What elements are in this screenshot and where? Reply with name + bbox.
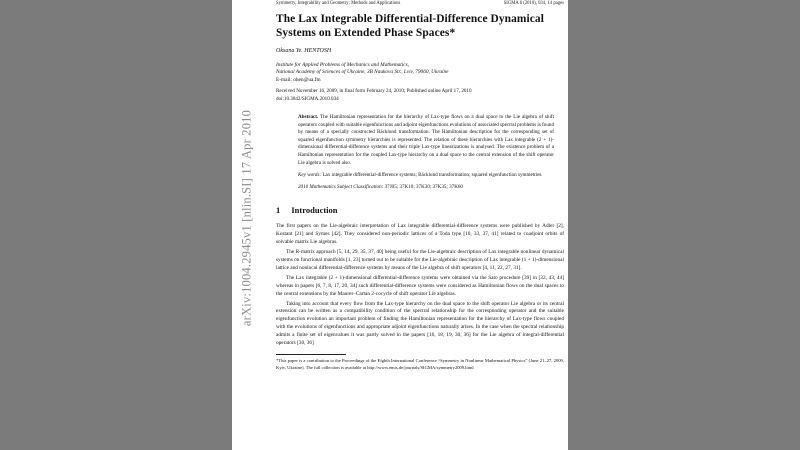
paper-title: The Lax Integrable Differential-Difference Dynamical Systems on Extended Phase Spaces* <box>276 13 544 39</box>
abstract-text: The Hamiltonian representation for the hierarchy of Lax-type flows on a dual space to the Lie algebra of shift operators coupled with suitable eigenfunctions and adjoint eigenfunctions evolutions of associated spectral problems is found by means of a specially constructed Bäcklund transformation. The Hamiltonian description for the corresponding set of squared eigenfunction symmetry hierarchies is represented. The relation of these hierarchies with Lax integrable (2 + 1)-dimensional differential-difference systems and their triple Lax-type linearizations is analysed. The existence problem of a Hamiltonian representation for the coupled Lax-type hierarchy on a dual space to the central extension of the shift operator Lie algebra is solved also. <box>298 114 554 166</box>
paragraph-1: The first papers on the Lie-algebraic interpretation of Lax integrable differential-difference systems were published by Adler [2], Kostant [21] and Symes [42]. They considered non-periodic lattices of a Toda type [10, 33, 37, 41] related to coadjoint orbits of solvable matrix Lie algebras. <box>276 223 564 246</box>
abstract <box>298 114 554 167</box>
keywords-label: Key words: <box>298 172 322 179</box>
paragraph-3: The Lax integrable (2 + 1)-dimensional differential-difference systems were obtained via the Sato procedure [39] in [32, 43, 44] whereas in papers [6, 7, 8, 17, 20, 34] such differential-difference systems were considered as Hamiltonian flows on the dual spaces to the central extensions by the Maurer–Cartan 2-cocycle of shift operator Lie algebras. <box>276 274 564 297</box>
page-content <box>276 0 564 450</box>
msc-classification <box>298 184 554 192</box>
journal-name: Symmetry, Integrability and Geometry: Methods and Applications <box>276 1 401 6</box>
received-line: Received November 16, 2009, in final form February 24, 2010; Published online April 17, 2010 <box>276 88 472 95</box>
abstract-label: Abstract. <box>298 114 319 121</box>
publication-dates <box>276 88 564 103</box>
footnote: *This paper is a contribution to the Proceedings of the Eighth International Conference “Symmetry in Nonlinear Mathematical Physics” (June 21–27, 2009, Kyiv, Ukraine). The full collection is available at http://www.emis.de/journals/SIGMA/symmetry2009.html <box>276 357 564 370</box>
running-header <box>276 1 564 6</box>
pdf-page[interactable] <box>232 0 568 450</box>
author-email[interactable]: E-mail: ohen@ua.fm <box>276 76 321 83</box>
section-title: Introduction <box>291 205 338 216</box>
keywords-text: Lax integrable differential-difference systems; Bäcklund transformation; squared eigenfunction symmetries <box>322 172 542 179</box>
paragraph-4: Taking into account that every flow from the Lax-type hierarchy on the dual space to the shift operator Lie algebra or its central extension can be written as a compatibility condition of the spectral relationship for the corresponding operator and the suitable eigenfunction evolution an important problem of finding the Hamiltonian representation for the hierarchy of Lax-type flows coupled with the evolutions of eigenfunctions and appropriate adjoint eigenfunctions naturally arises. In the case when the spectral relationship admits a finite set of eigenvalues it was partly solved in the papers [16, 18, 19, 30, 36] for the Lie algebra of integral-differential operators [30, 36] <box>276 300 564 347</box>
author-name: Oksana Ye. HENTOSH <box>276 48 332 54</box>
paragraph-2: The R-matrix approach [5, 14, 29, 35, 37, 40] being useful for the Lie-algebraic description of Lax integrable nonlinear dynamical systems on functional manifolds [1, 23] turned out to be suitable for the Lie-algebraic description of Lax integrable (1 + 1)-dimensional lattice and nonlocal differential-difference systems by means of the Lie algebra of shift operators [4, 11, 22, 27, 31]. <box>276 249 564 271</box>
section-number: 1 <box>276 205 281 216</box>
journal-citation: SIGMA 6 (2010), 034, 14 pages <box>503 1 564 6</box>
affiliation <box>276 62 564 77</box>
affiliation-line-2: National Academy of Sciences of Ukraine, 3B Naukova Str., Lviv, 79060, Ukraine <box>276 69 449 76</box>
msc-label: 2010 Mathematics Subject Classification: <box>298 183 384 190</box>
arxiv-identifier: arXiv:1004.2945v1 [nlin.SI] 17 Apr 2010 <box>239 109 254 327</box>
viewer-background-right <box>568 0 800 450</box>
section-heading <box>276 205 564 215</box>
affiliation-line-1: Institute for Applied Problems of Mechanics and Mathematics, <box>276 62 409 68</box>
arxiv-margin-stamp <box>232 0 262 450</box>
footnote-rule <box>276 354 346 355</box>
keywords <box>298 172 554 180</box>
viewer-background-left <box>0 0 232 450</box>
msc-codes: 37J05; 37K10; 37K30; 37K35; 37K60 <box>384 183 463 190</box>
doi-line[interactable]: doi:10.3842/SIGMA.2010.034 <box>276 95 339 102</box>
